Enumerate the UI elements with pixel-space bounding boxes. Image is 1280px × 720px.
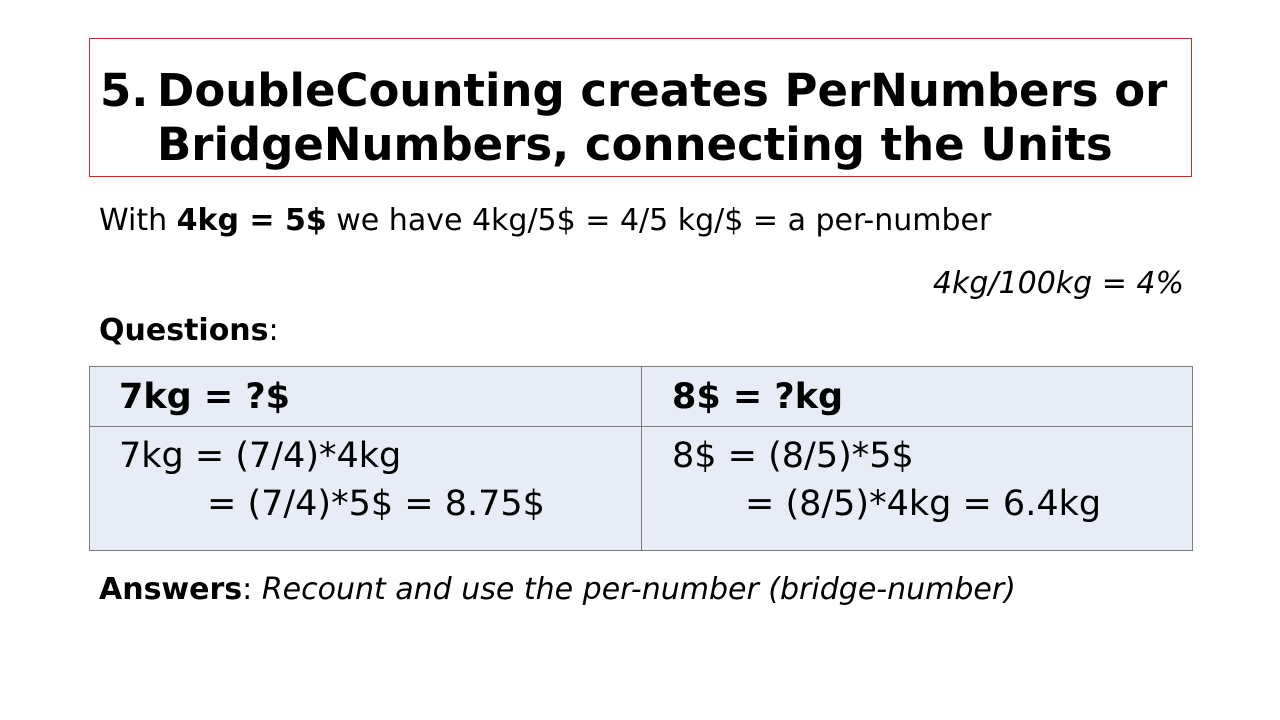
questions-label	[99, 313, 279, 349]
percent-line: 4kg/100kg = 4%	[932, 266, 1184, 301]
answer-left-step-2: = (7/4)*5$ = 8.75$	[207, 484, 545, 524]
answers-line	[99, 572, 1016, 608]
title-text-line-1: DoubleCounting creates PerNumbers or	[157, 64, 1168, 117]
table-header-row	[90, 367, 1193, 427]
question-dollar-to-kg: 8$ = ?kg	[672, 377, 844, 417]
calculation-table	[89, 366, 1193, 551]
table-body-row	[90, 427, 1193, 551]
slide-title	[89, 38, 1192, 177]
answers-word: Answers	[99, 572, 243, 607]
answer-right-step-1: 8$ = (8/5)*5$	[672, 436, 914, 476]
intro-line	[99, 203, 991, 239]
intro-prefix: With	[99, 203, 177, 238]
title-line-2	[157, 119, 1113, 171]
answer-left-step-1: 7kg = (7/4)*4kg	[119, 436, 402, 476]
question-kg-to-dollar: 7kg = ?$	[119, 377, 291, 417]
questions-word: Questions	[99, 313, 269, 348]
questions-colon: :	[268, 313, 279, 348]
answer-right-step-2: = (8/5)*4kg = 6.4kg	[745, 484, 1102, 524]
title-text-line-2: BridgeNumbers, connecting the Units	[157, 118, 1113, 171]
answers-colon: :	[242, 572, 262, 607]
answers-text: Recount and use the per-number (bridge-number)	[261, 572, 1016, 607]
table-header-cell-right	[642, 367, 1193, 427]
title-number: 5.	[100, 64, 149, 117]
table-header-cell-left	[90, 367, 642, 427]
intro-suffix: we have 4kg/5$ = 4/5 kg/$ = a per-number	[326, 203, 992, 238]
intro-equation: 4kg = 5$	[176, 203, 327, 238]
table-body-cell-left	[90, 427, 642, 551]
